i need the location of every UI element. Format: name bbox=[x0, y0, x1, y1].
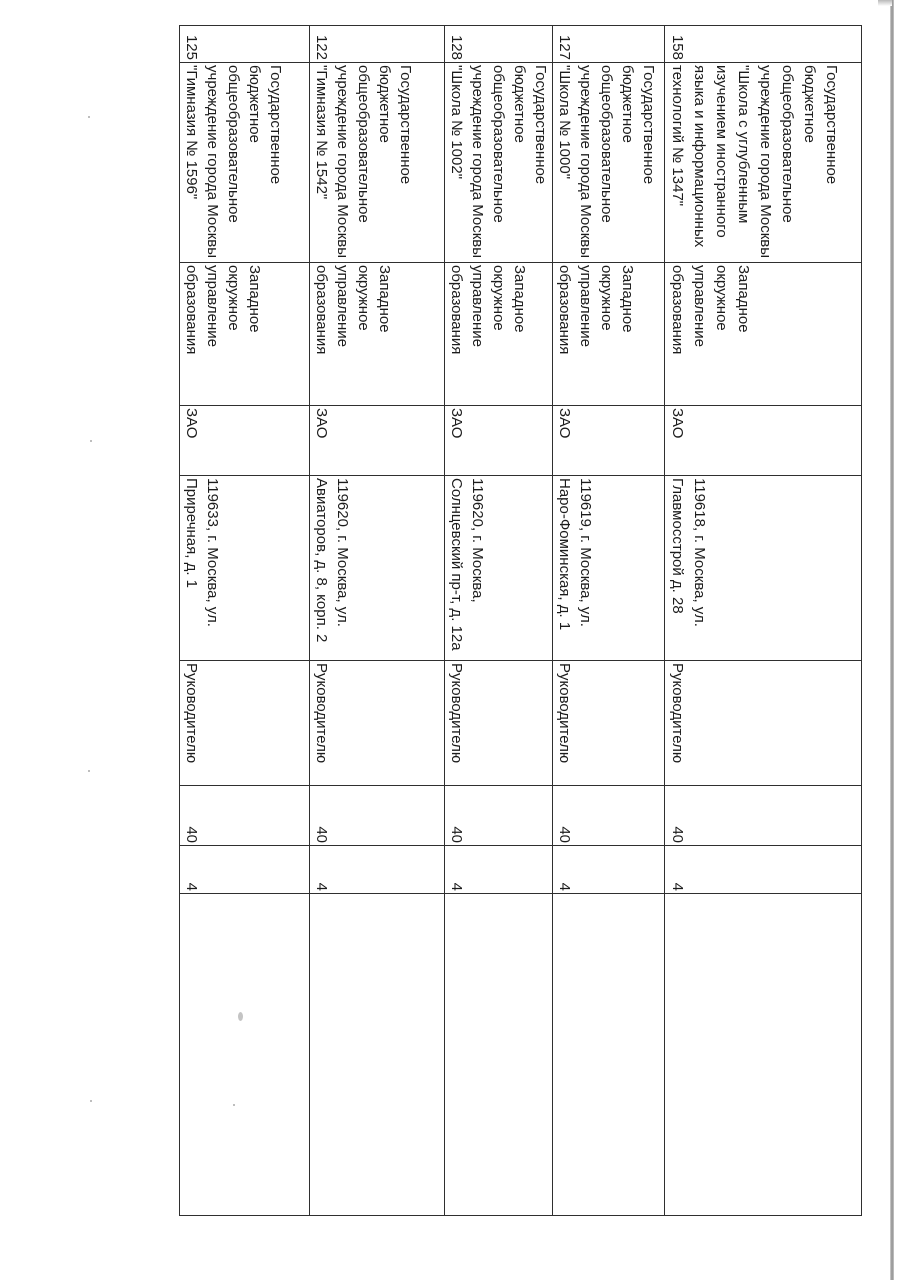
scan-speck bbox=[90, 440, 92, 442]
cell-organization-name: Государственное бюджетное общеобразовательное учреждение города Москвы "Школа с углубленным изучением иностранного языка и информационных технологий № 1347" bbox=[665, 63, 862, 263]
cell-value-2: 4 bbox=[445, 846, 553, 894]
scanner-edge-line bbox=[890, 0, 894, 1280]
cell-value-2: 4 bbox=[180, 846, 310, 894]
cell-district: ЗАО bbox=[310, 406, 445, 476]
cell-empty bbox=[553, 894, 665, 1216]
cell-department: Западное окружное управление образования bbox=[445, 263, 553, 406]
cell-organization-name: Государственное бюджетное общеобразовательное учреждение города Москвы "Гимназия № 1596" bbox=[180, 63, 310, 263]
schools-table bbox=[179, 25, 862, 1216]
scanner-corner-shadow bbox=[878, 0, 892, 6]
scan-speck bbox=[88, 116, 90, 118]
cell-addressee: Руководителю bbox=[180, 661, 310, 786]
cell-department: Западное окружное управление образования bbox=[553, 263, 665, 406]
cell-organization-name: Государственное бюджетное общеобразовательное учреждение города Москвы "Гимназия № 1542" bbox=[310, 63, 445, 263]
cell-empty bbox=[445, 894, 553, 1216]
table-row bbox=[180, 26, 310, 1216]
cell-value-1: 40 bbox=[665, 786, 862, 846]
cell-row-number: 122 bbox=[310, 26, 445, 63]
cell-value-2: 4 bbox=[310, 846, 445, 894]
cell-address: 119633, г. Москва, ул. Приречная, д. 1 bbox=[180, 476, 310, 661]
cell-empty bbox=[180, 894, 310, 1216]
table-row bbox=[445, 26, 553, 1216]
cell-row-number: 158 bbox=[665, 26, 862, 63]
scan-speck bbox=[88, 770, 90, 772]
cell-value-2: 4 bbox=[665, 846, 862, 894]
cell-address: 119620, г. Москва, ул. Авиаторов, д. 8, корп. 2 bbox=[310, 476, 445, 661]
cell-addressee: Руководителю bbox=[445, 661, 553, 786]
cell-addressee: Руководителю bbox=[665, 661, 862, 786]
cell-district: ЗАО bbox=[445, 406, 553, 476]
cell-row-number: 127 bbox=[553, 26, 665, 63]
cell-district: ЗАО bbox=[180, 406, 310, 476]
cell-address: 119618, г. Москва, ул. Главмосстрой д. 28 bbox=[665, 476, 862, 661]
table-row bbox=[665, 26, 862, 1216]
table-row bbox=[553, 26, 665, 1216]
cell-empty bbox=[665, 894, 862, 1216]
cell-addressee: Руководителю bbox=[553, 661, 665, 786]
table-row bbox=[310, 26, 445, 1216]
cell-organization-name: Государственное бюджетное общеобразовательное учреждение города Москвы "Школа № 1002" bbox=[445, 63, 553, 263]
cell-department: Западное окружное управление образования bbox=[180, 263, 310, 406]
cell-empty bbox=[310, 894, 445, 1216]
cell-value-1: 40 bbox=[445, 786, 553, 846]
cell-addressee: Руководителю bbox=[310, 661, 445, 786]
rotated-table-container bbox=[180, 25, 862, 1215]
cell-department: Западное окружное управление образования bbox=[310, 263, 445, 406]
cell-address: 119620, г. Москва, Солнцевский пр-т, д. 12а bbox=[445, 476, 553, 661]
cell-value-1: 40 bbox=[553, 786, 665, 846]
cell-value-1: 40 bbox=[180, 786, 310, 846]
cell-department: Западное окружное управление образования bbox=[665, 263, 862, 406]
cell-row-number: 125 bbox=[180, 26, 310, 63]
cell-district: ЗАО bbox=[665, 406, 862, 476]
cell-address: 119619, г. Москва, ул. Наро-Фоминская, д. 1 bbox=[553, 476, 665, 661]
cell-district: ЗАО bbox=[553, 406, 665, 476]
cell-value-1: 40 bbox=[310, 786, 445, 846]
scan-speck bbox=[90, 1100, 92, 1102]
cell-organization-name: Государственное бюджетное общеобразовательное учреждение города Москвы "Школа № 1000" bbox=[553, 63, 665, 263]
cell-value-2: 4 bbox=[553, 846, 665, 894]
cell-row-number: 128 bbox=[445, 26, 553, 63]
